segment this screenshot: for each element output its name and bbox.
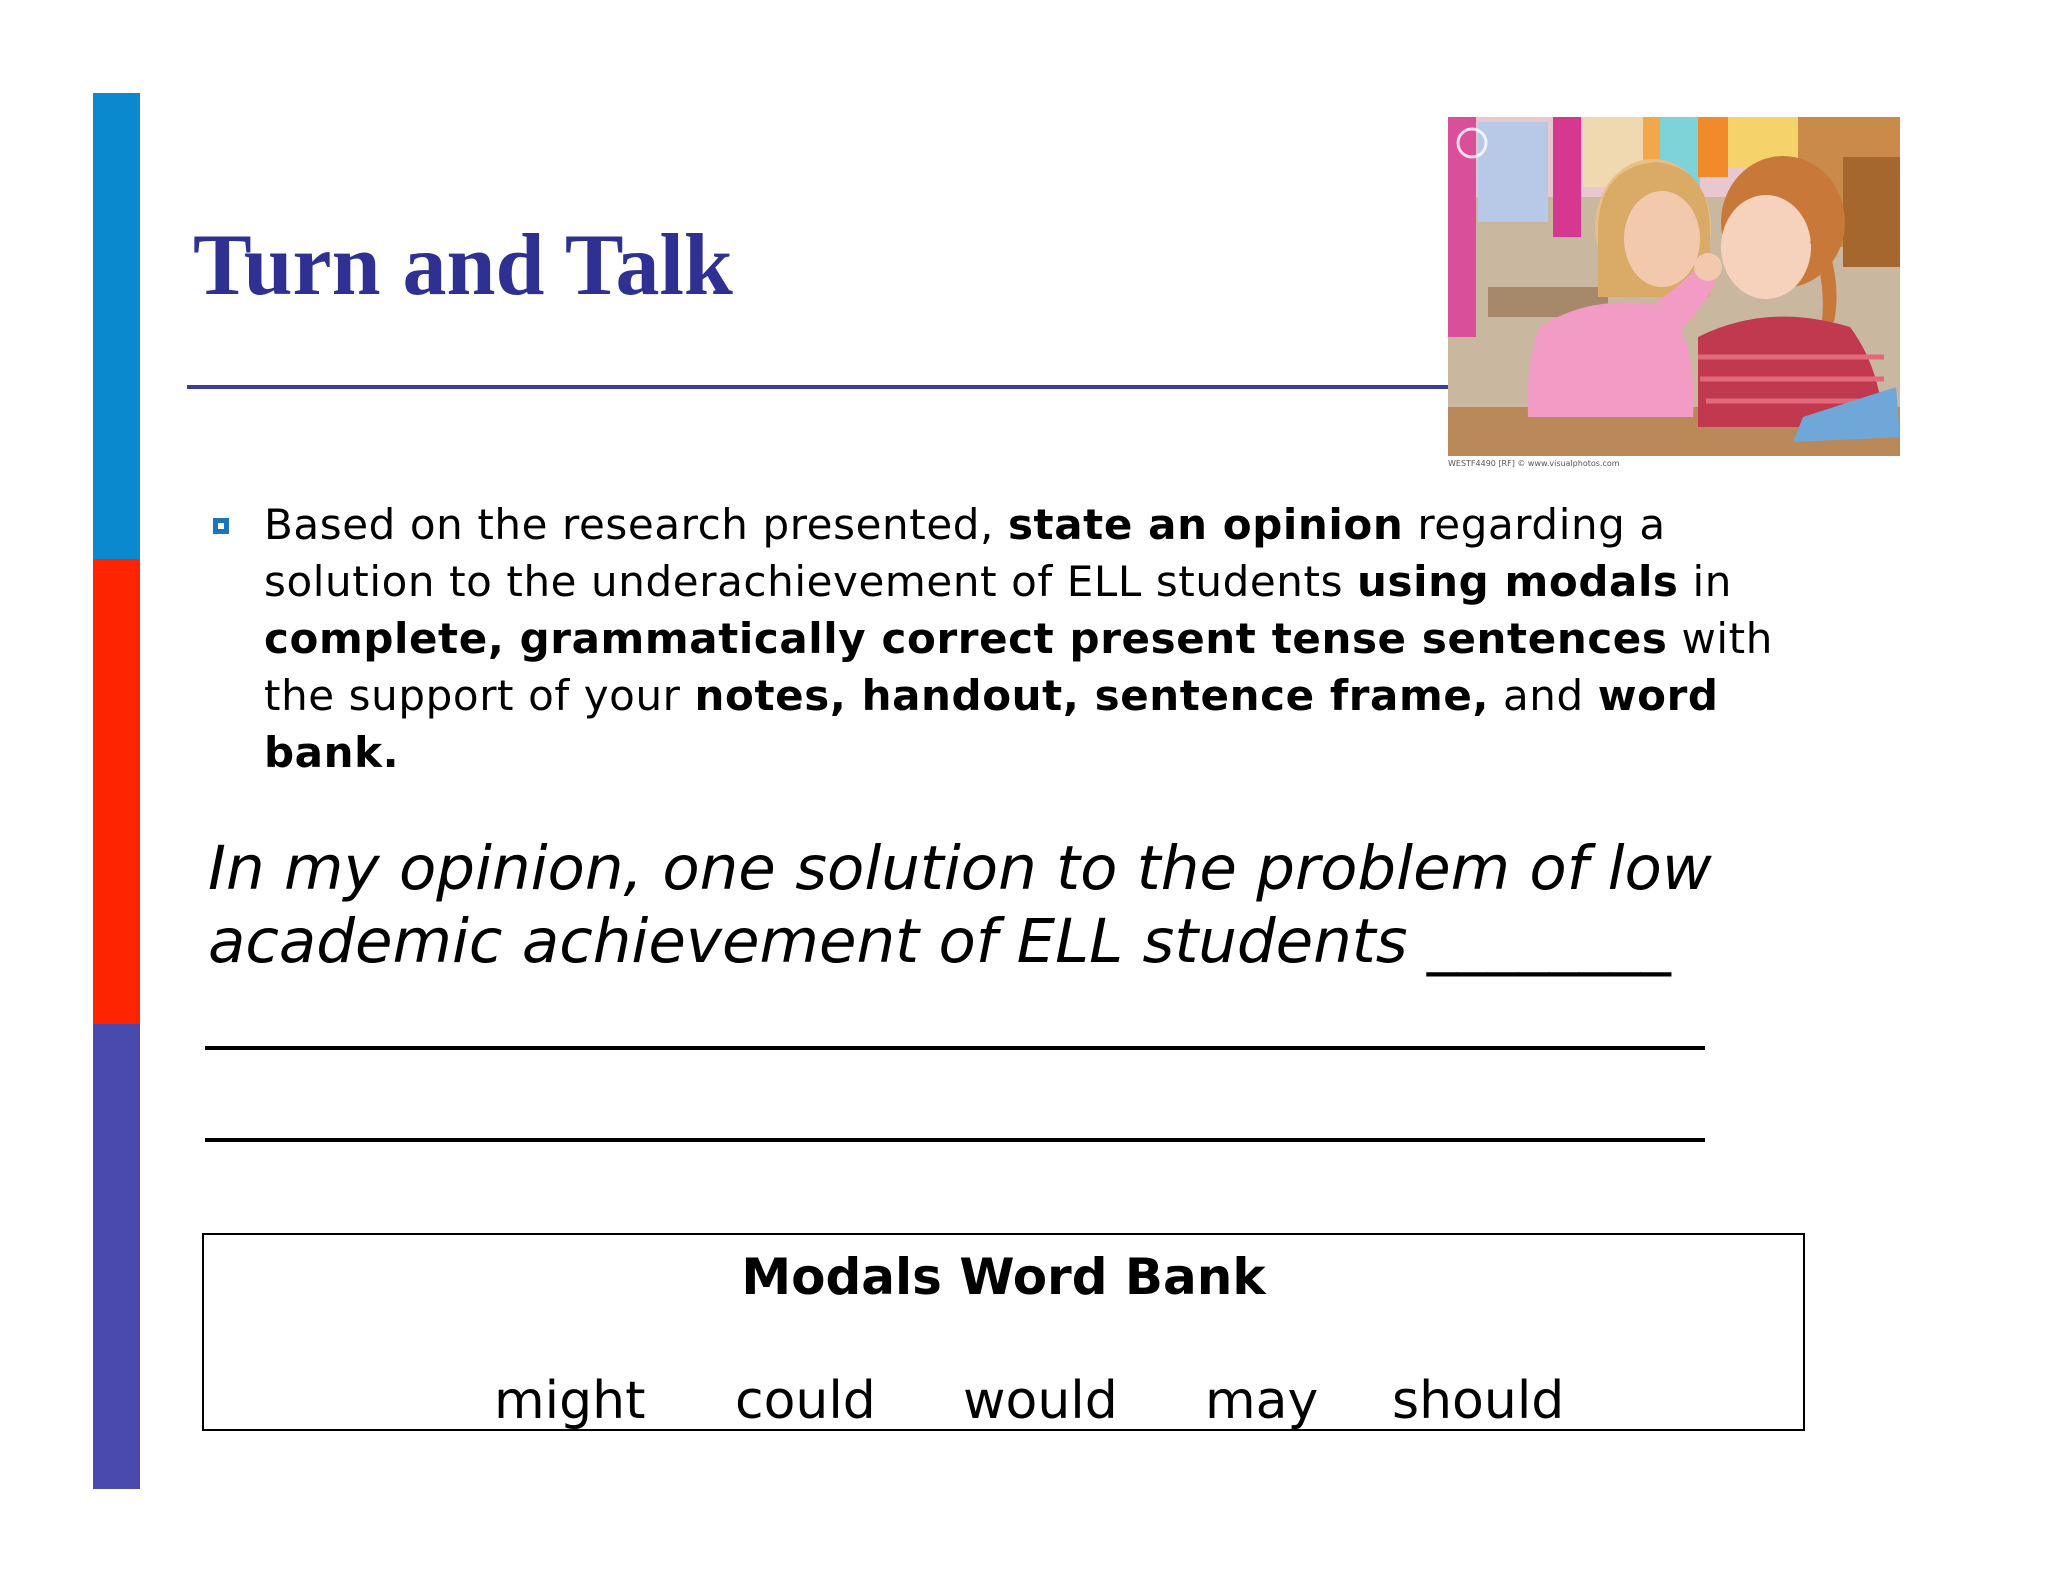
instruction-emphasis: using modals — [1357, 557, 1679, 606]
instruction-segment: regarding a solution to the underachievement of ELL students — [264, 500, 1666, 606]
instruction-emphasis: state an opinion — [1007, 500, 1404, 549]
word-bank-word: might — [494, 1371, 646, 1431]
sentence-frame-line-2: academic achievement of ELL students ________ — [208, 906, 1671, 977]
side-bar-purple — [93, 1024, 140, 1489]
sentence-frame — [208, 832, 1712, 978]
sentence-frame-line-1: In my opinion, one solution to the problem of low — [208, 833, 1712, 904]
answer-blank-line-1 — [205, 1046, 1705, 1050]
instruction-segment: Based on the research presented, — [264, 500, 1008, 549]
instruction-emphasis: notes, handout, sentence frame, — [694, 671, 1490, 720]
word-bank-word: would — [963, 1371, 1118, 1431]
answer-blank-line-2 — [205, 1138, 1705, 1142]
word-bank-word: could — [735, 1371, 876, 1431]
title-underline-rule — [187, 385, 1450, 389]
instruction-segment: and — [1489, 671, 1598, 720]
word-bank-word: should — [1392, 1371, 1565, 1431]
instruction-segment: with the support of your — [264, 614, 1773, 720]
instruction-segment: in — [1678, 557, 1732, 606]
word-bank-word: may — [1205, 1371, 1319, 1431]
hollow-square-bullet-icon — [213, 518, 229, 534]
photo-credit: WESTF4490 [RF] © www.visualphotos.com — [1448, 459, 1620, 468]
girls-whispering-photo — [1448, 117, 1900, 456]
instruction-emphasis: word bank. — [264, 671, 1719, 777]
word-bank-title: Modals Word Bank — [741, 1248, 1266, 1306]
instruction-text — [264, 496, 1844, 781]
instruction-emphasis: complete, grammatically correct present tense sentences — [264, 614, 1668, 663]
side-bar-red — [93, 559, 140, 1024]
slide-title: Turn and Talk — [193, 217, 733, 314]
modals-word-bank — [202, 1233, 1805, 1431]
side-bar-blue — [93, 93, 140, 559]
